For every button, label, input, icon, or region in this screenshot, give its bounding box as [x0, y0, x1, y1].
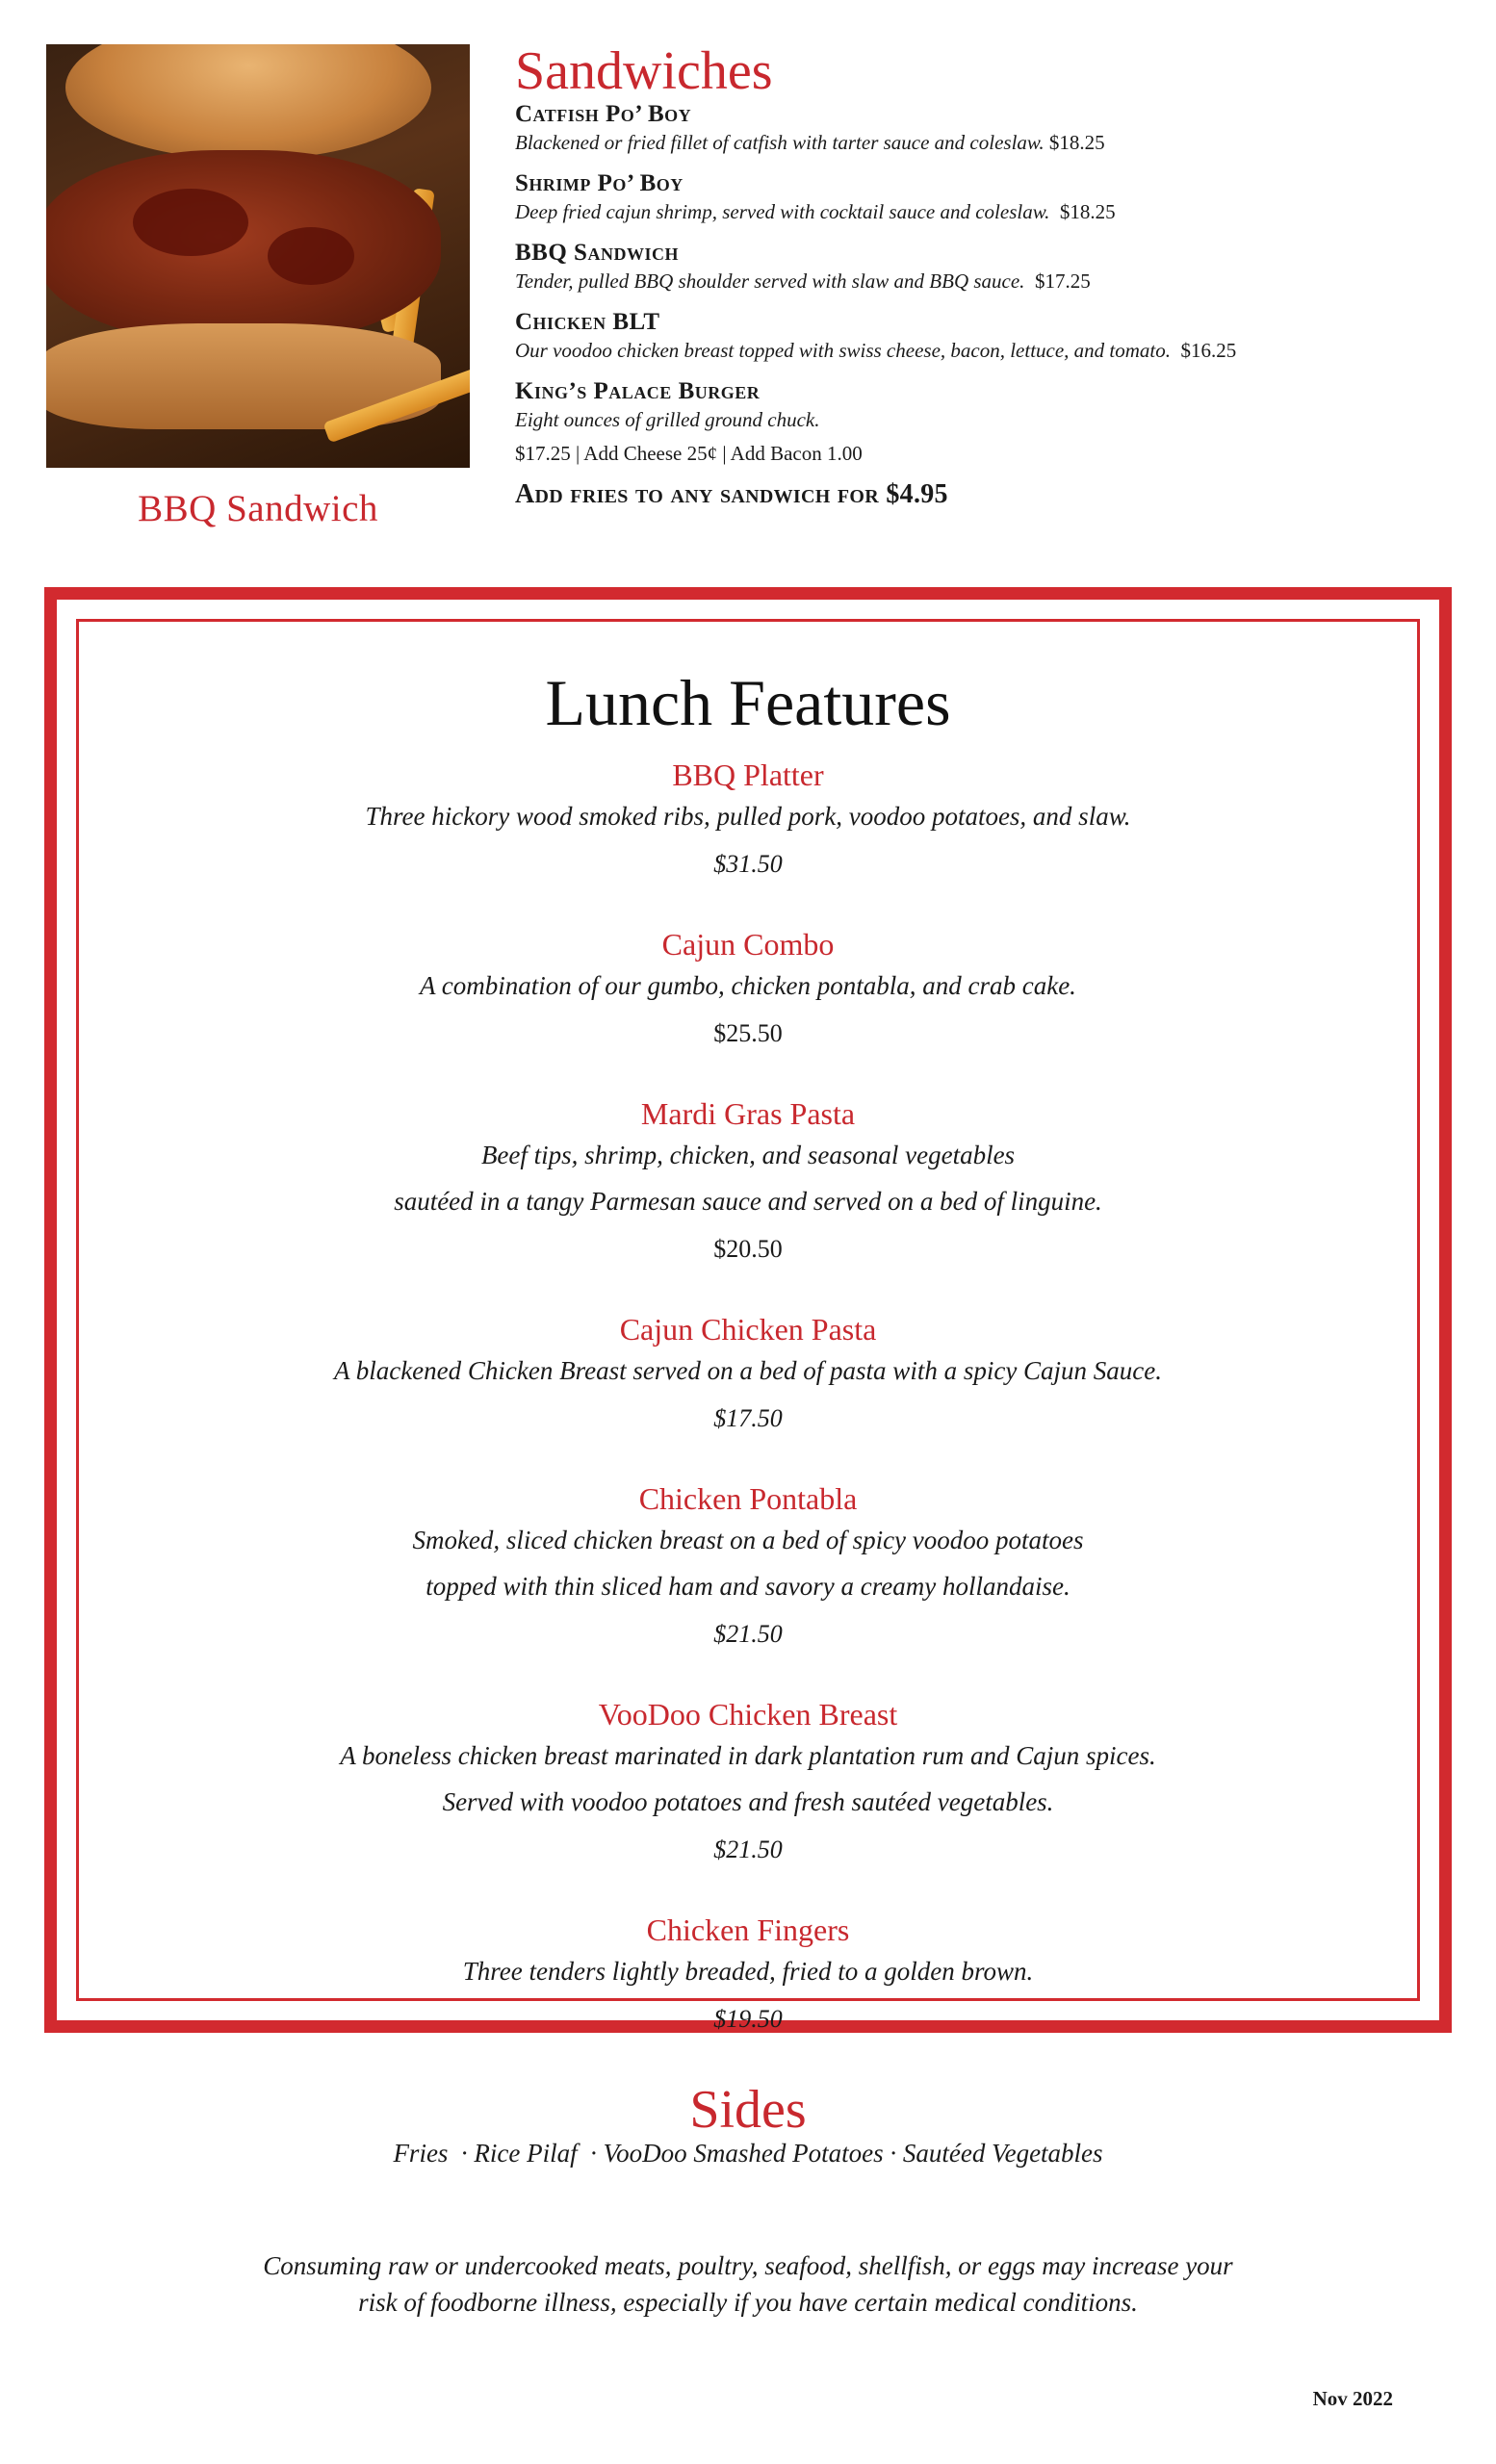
feature-item: [79, 1311, 1417, 1444]
sandwich-price: $16.25: [1180, 339, 1237, 362]
sandwich-description: [515, 337, 1478, 364]
sandwich-price-line: $17.25 | Add Cheese 25¢ | Add Bacon 1.00: [515, 442, 863, 465]
lunch-features-inner-frame: [76, 619, 1420, 2033]
sandwich-price: $17.25: [1034, 270, 1091, 293]
feature-name: Cajun Chicken Pasta: [619, 1312, 877, 1347]
sandwich-name: King’s Palace Burger: [515, 378, 761, 404]
sandwich-description: [515, 198, 1478, 225]
feature-description: sautéed in a tangy Parmesan sauce and served on a bed of linguine.: [394, 1187, 1102, 1216]
feature-price: $25.50: [713, 1019, 783, 1047]
sandwiches-section: [515, 42, 1478, 510]
sandwich-desc-text: Our voodoo chicken breast topped with swiss cheese, bacon, lettuce, and tomato.: [515, 339, 1172, 362]
feature-description: A boneless chicken breast marinated in dark plantation rum and Cajun spices.: [340, 1741, 1156, 1770]
feature-price: $21.50: [713, 1835, 783, 1863]
bun-top-shape: [65, 44, 431, 160]
feature-name: VooDoo Chicken Breast: [598, 1697, 898, 1732]
menu-date: Nov 2022: [1312, 2387, 1393, 2410]
feature-item: [79, 1912, 1417, 2044]
lunch-features-frame: [44, 587, 1452, 2033]
fries-note-text: Add fries to any sandwich for: [515, 479, 880, 509]
fries-note: [515, 479, 1478, 510]
sandwiches-title: Sandwiches: [515, 41, 773, 101]
feature-description: Three hickory wood smoked ribs, pulled pork, voodoo potatoes, and slaw.: [365, 802, 1131, 831]
bbq-sandwich-photo: [46, 44, 470, 468]
sandwich-description: [515, 268, 1478, 295]
feature-description: Beef tips, shrimp, chicken, and seasonal vegetables: [480, 1141, 1016, 1169]
sandwich-name: Catfish Po’ Boy: [515, 101, 692, 127]
sides-title: Sides: [689, 2080, 807, 2140]
feature-name: Mardi Gras Pasta: [640, 1096, 856, 1131]
feature-price: $20.50: [713, 1235, 783, 1263]
sandwich-name: Shrimp Po’ Boy: [515, 170, 684, 196]
feature-description: topped with thin sliced ham and savory a creamy hollandaise.: [426, 1572, 1070, 1601]
sauce-shape: [268, 227, 354, 285]
pulled-pork-shape: [46, 150, 441, 343]
food-safety-disclaimer: [0, 2247, 1496, 2321]
sandwich-price: $18.25: [1048, 131, 1105, 154]
feature-name: Chicken Pontabla: [638, 1481, 858, 1516]
feature-price: $21.50: [713, 1620, 783, 1648]
sandwich-description: [515, 129, 1478, 156]
feature-name: Cajun Combo: [661, 927, 835, 962]
feature-description: Served with voodoo potatoes and fresh sautéed vegetables.: [442, 1787, 1054, 1816]
sandwich-desc-text: Deep fried cajun shrimp, served with cocktail sauce and coleslaw.: [515, 200, 1050, 223]
feature-item: [79, 757, 1417, 889]
photo-caption: BBQ Sandwich: [138, 488, 378, 529]
feature-description: A combination of our gumbo, chicken pontabla, and crab cake.: [420, 971, 1076, 1000]
sandwich-item: [515, 308, 1478, 364]
sandwich-price: $18.25: [1059, 200, 1116, 223]
feature-item: [79, 926, 1417, 1059]
sauce-shape: [133, 189, 248, 256]
fries-price: $4.95: [886, 479, 948, 509]
feature-price: $19.50: [713, 2005, 783, 2033]
feature-name: Chicken Fingers: [646, 1912, 850, 1947]
sandwich-name: Chicken BLT: [515, 309, 660, 335]
feature-description: Smoked, sliced chicken breast on a bed of spicy voodoo potatoes: [412, 1526, 1084, 1554]
sandwich-desc-text: Blackened or fried fillet of catfish with tarter sauce and coleslaw.: [515, 131, 1045, 154]
sandwich-name: BBQ Sandwich: [515, 240, 679, 266]
feature-price: $31.50: [713, 850, 783, 878]
disclaimer-line: Consuming raw or undercooked meats, poultry, seafood, shellfish, or eggs may increase your: [263, 2251, 1233, 2280]
disclaimer-line: risk of foodborne illness, especially if you have certain medical conditions.: [358, 2288, 1138, 2317]
sandwich-item: [515, 100, 1478, 156]
feature-description: A blackened Chicken Breast served on a bed of pasta with a spicy Cajun Sauce.: [333, 1356, 1163, 1385]
feature-item: [79, 1696, 1417, 1875]
sandwich-description: Eight ounces of grilled ground chuck.: [515, 408, 820, 431]
sandwich-item: [515, 377, 1478, 468]
feature-item: [79, 1095, 1417, 1274]
sandwich-item: [515, 169, 1478, 225]
sides-list: Fries · Rice Pilaf · VooDoo Smashed Potatoes · Sautéed Vegetables: [393, 2139, 1103, 2168]
feature-item: [79, 1480, 1417, 1659]
sandwich-item: [515, 239, 1478, 295]
feature-description: Three tenders lightly breaded, fried to a golden brown.: [462, 1957, 1034, 1986]
lunch-features-title: Lunch Features: [545, 666, 951, 739]
sandwich-desc-text: Tender, pulled BBQ shoulder served with slaw and BBQ sauce.: [515, 270, 1025, 293]
feature-name: BBQ Platter: [672, 757, 824, 792]
lunch-features-list: [79, 757, 1417, 2081]
feature-price: $17.50: [713, 1404, 783, 1432]
